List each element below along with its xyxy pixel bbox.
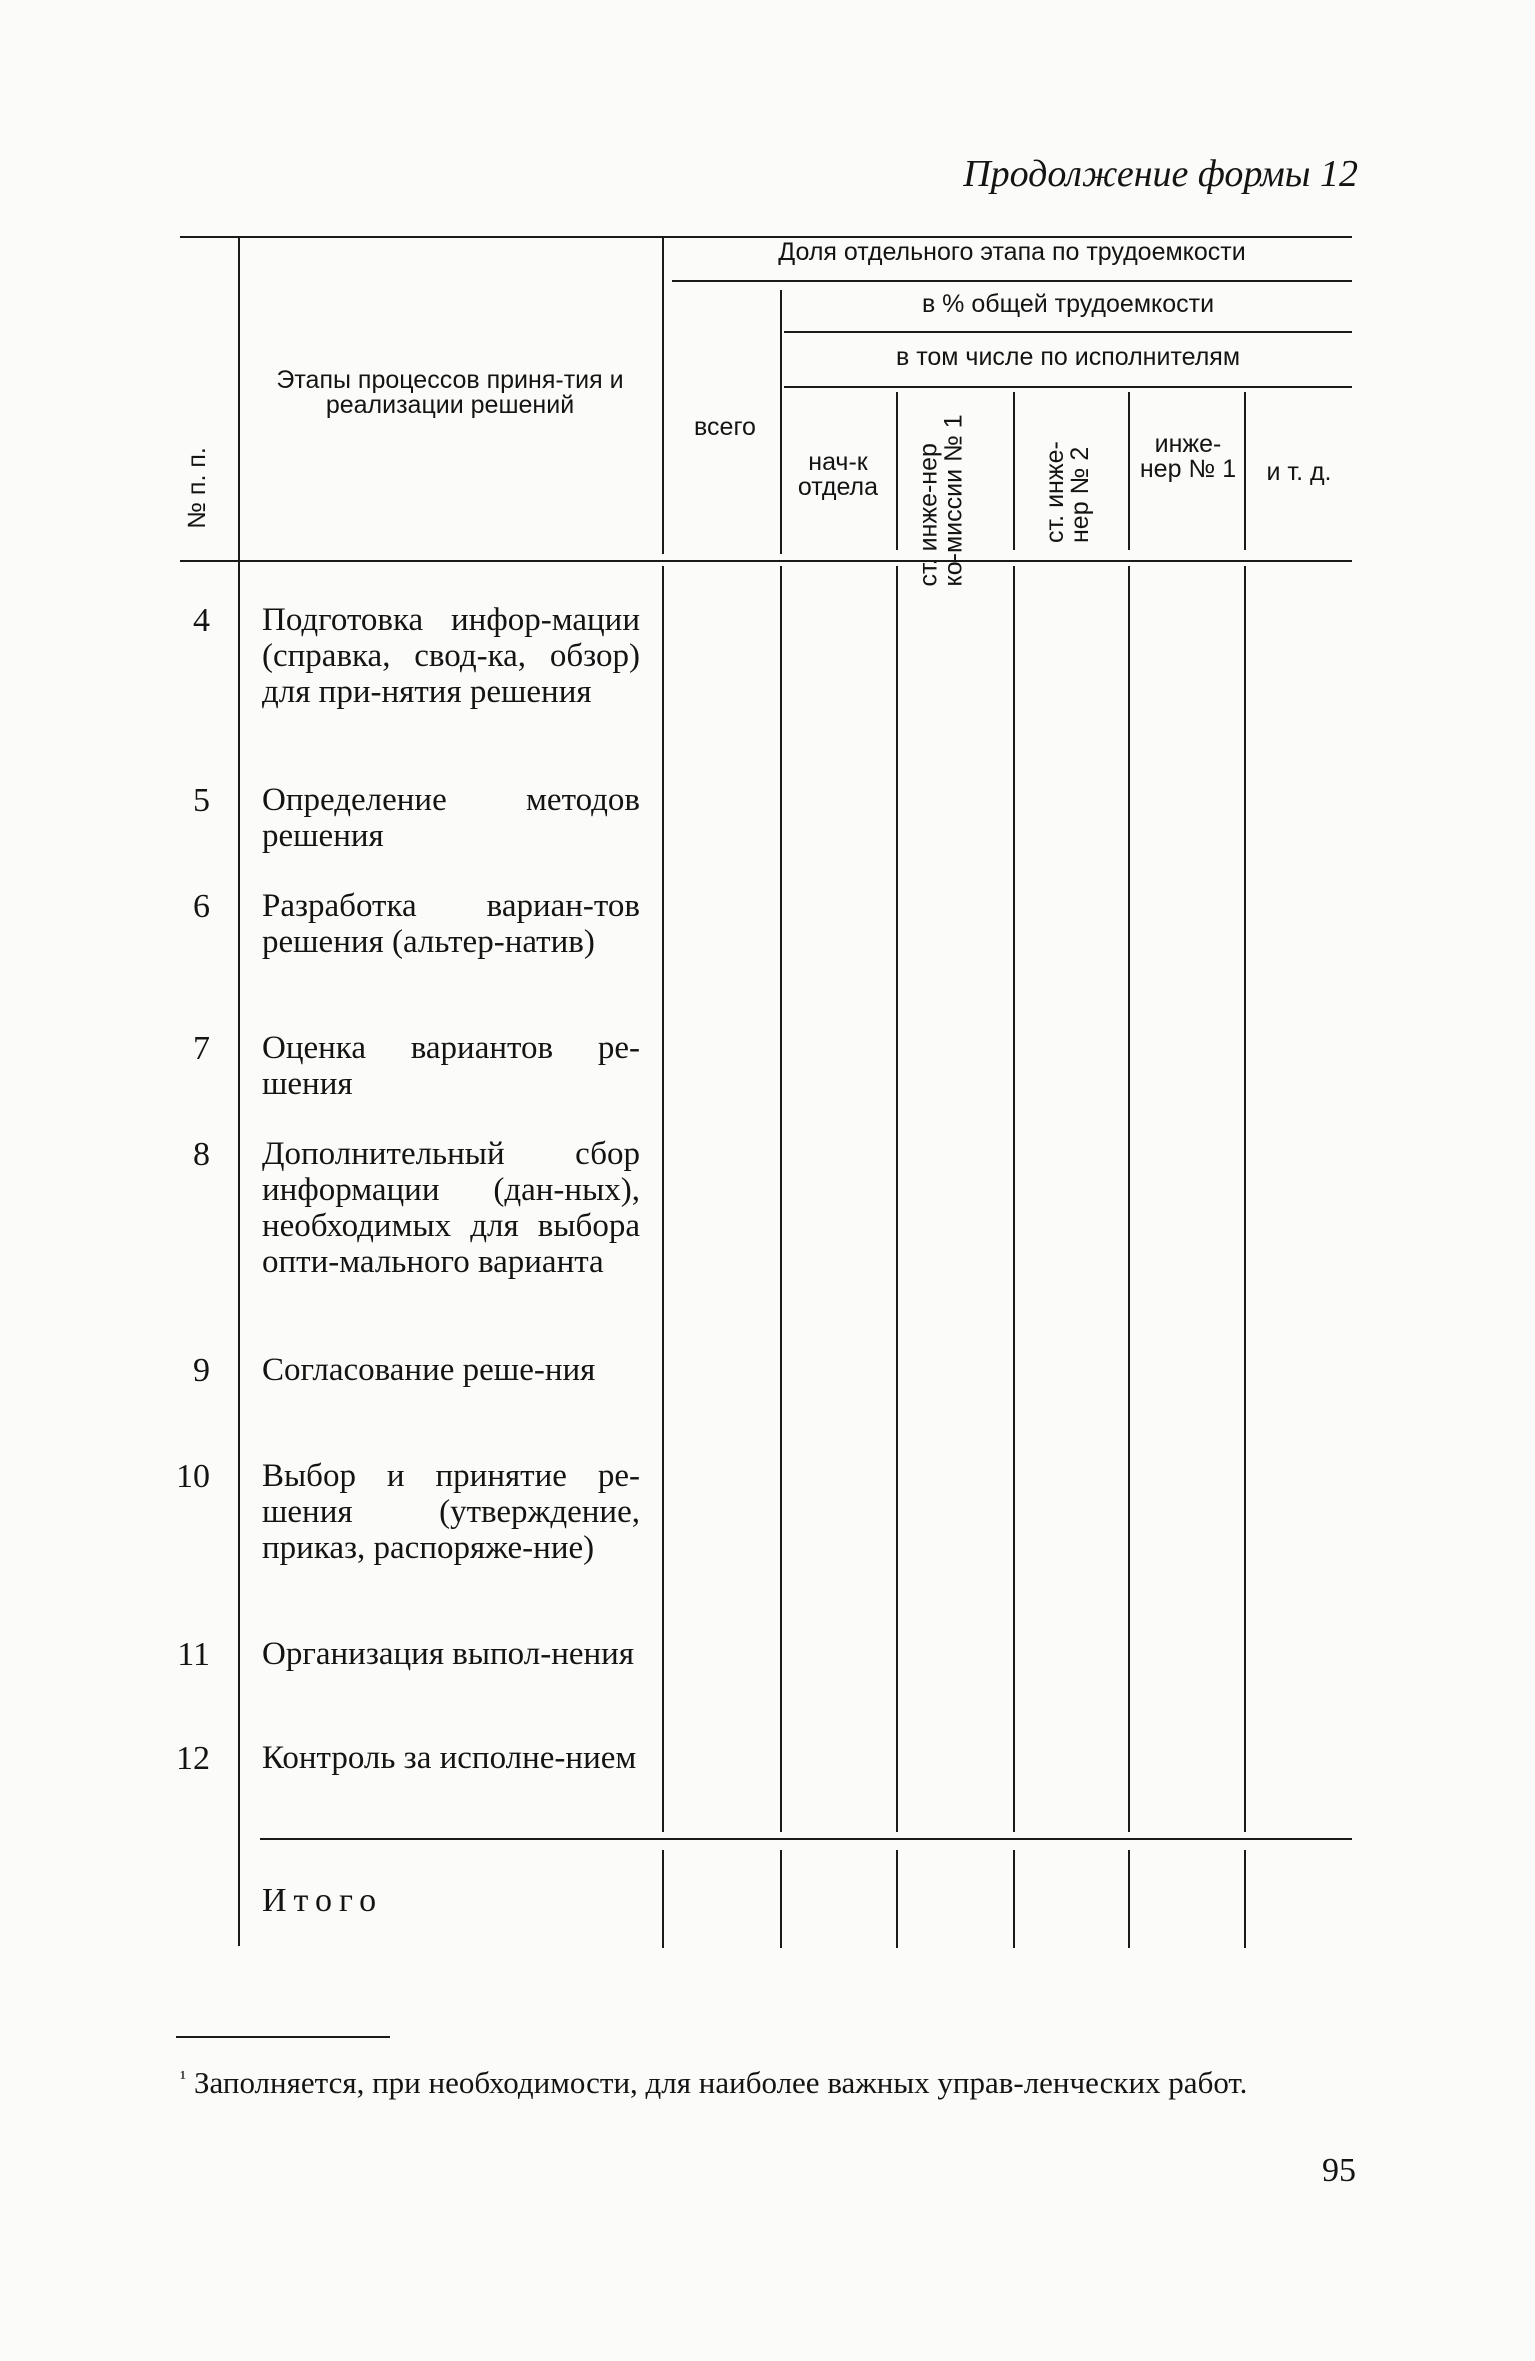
row-stage-text: Подготовка инфор-мации (справка, свод-ка, обзор) для при-нятия решения [262,602,640,710]
total-divider-stage [662,1850,664,1948]
row-number: 6 [193,888,210,925]
total-divider-total [780,1850,782,1948]
row-number: 11 [177,1636,210,1673]
total-divider-s1 [1013,1850,1015,1948]
col-divider-total [780,566,782,1832]
col-divider-e1 [1244,566,1246,1832]
col-header-head: нач-к отдела [797,448,879,501]
col-header-number: № п. п. [183,447,211,529]
row-stage-text: Разработка вариан-тов решения (альтер-натив) [262,888,640,960]
row-stage-text: Выбор и принятие ре-шения (утверждение, приказ, распоряже-ние) [262,1458,640,1566]
footnote-rule [176,2036,390,2038]
col-divider-s2-hdr [1128,392,1130,550]
total-divider-s2 [1128,1850,1130,1948]
page-number: 95 [1322,2152,1356,2189]
footnote [180,2058,1358,2103]
col-header-senior-engineer-2: ст. инже-нер № 2 [1041,441,1094,543]
header-percent: в % общей трудоемкости [921,290,1215,318]
header-including: в том числе по исполнителям [895,343,1241,371]
rule-under-percent [784,331,1352,333]
total-divider-head [896,1850,898,1948]
col-header-total: всего [694,413,756,441]
total-rule [260,1838,1352,1840]
row-number: 12 [176,1740,210,1777]
footnote-text: Заполняется, при необходимости, для наиболее важных управ-ленческих работ. [194,2065,1248,2100]
col-divider-num [238,236,240,1946]
col-header-engineer-1: инже-нер № 1 [1139,430,1237,483]
col-divider-stage [662,566,664,1832]
row-number: 8 [193,1136,210,1173]
col-divider-s2 [1128,566,1130,1832]
row-number: 4 [193,602,210,639]
col-header-senior-engineer-1: ст. инже-нер ко-миссии № 1 [914,414,968,587]
row-number: 5 [193,782,210,819]
row-stage-text: Дополнительный сбор информации (дан-ных), необходимых для выбора опти-мального варианта [262,1136,640,1280]
row-stage-text: Контроль за исполне-нием [262,1740,637,1776]
col-header-stages: Этапы процессов приня-тия и реализации решений [276,366,624,419]
rule-under-share [672,280,1352,282]
col-divider-head [896,566,898,1832]
total-label: Итого [262,1882,384,1919]
col-divider-head-hdr [896,392,898,550]
continuation-title: Продолжение формы 12 [963,153,1358,195]
footnote-marker: ¹ [180,2067,186,2089]
col-header-etc: и т. д. [1266,458,1332,486]
col-divider-s1 [1013,566,1015,1832]
header-share: Доля отдельного этапа по трудоемкости [778,238,1246,266]
col-divider-total-hdr [780,290,782,554]
rule-under-incl [784,386,1352,388]
total-divider-e1 [1244,1850,1246,1948]
row-number: 10 [176,1458,210,1495]
row-stage-text: Оценка вариантов ре-шения [262,1030,640,1102]
col-divider-stage-hdr [662,236,664,554]
row-number: 7 [193,1030,210,1067]
col-divider-s1-hdr [1013,392,1015,550]
row-stage-text: Организация выпол-нения [262,1636,635,1672]
row-number: 9 [193,1352,210,1389]
row-stage-text: Согласование реше-ния [262,1352,596,1388]
header-bottom-rule [180,560,1352,562]
row-stage-text: Определение методов решения [262,782,640,854]
